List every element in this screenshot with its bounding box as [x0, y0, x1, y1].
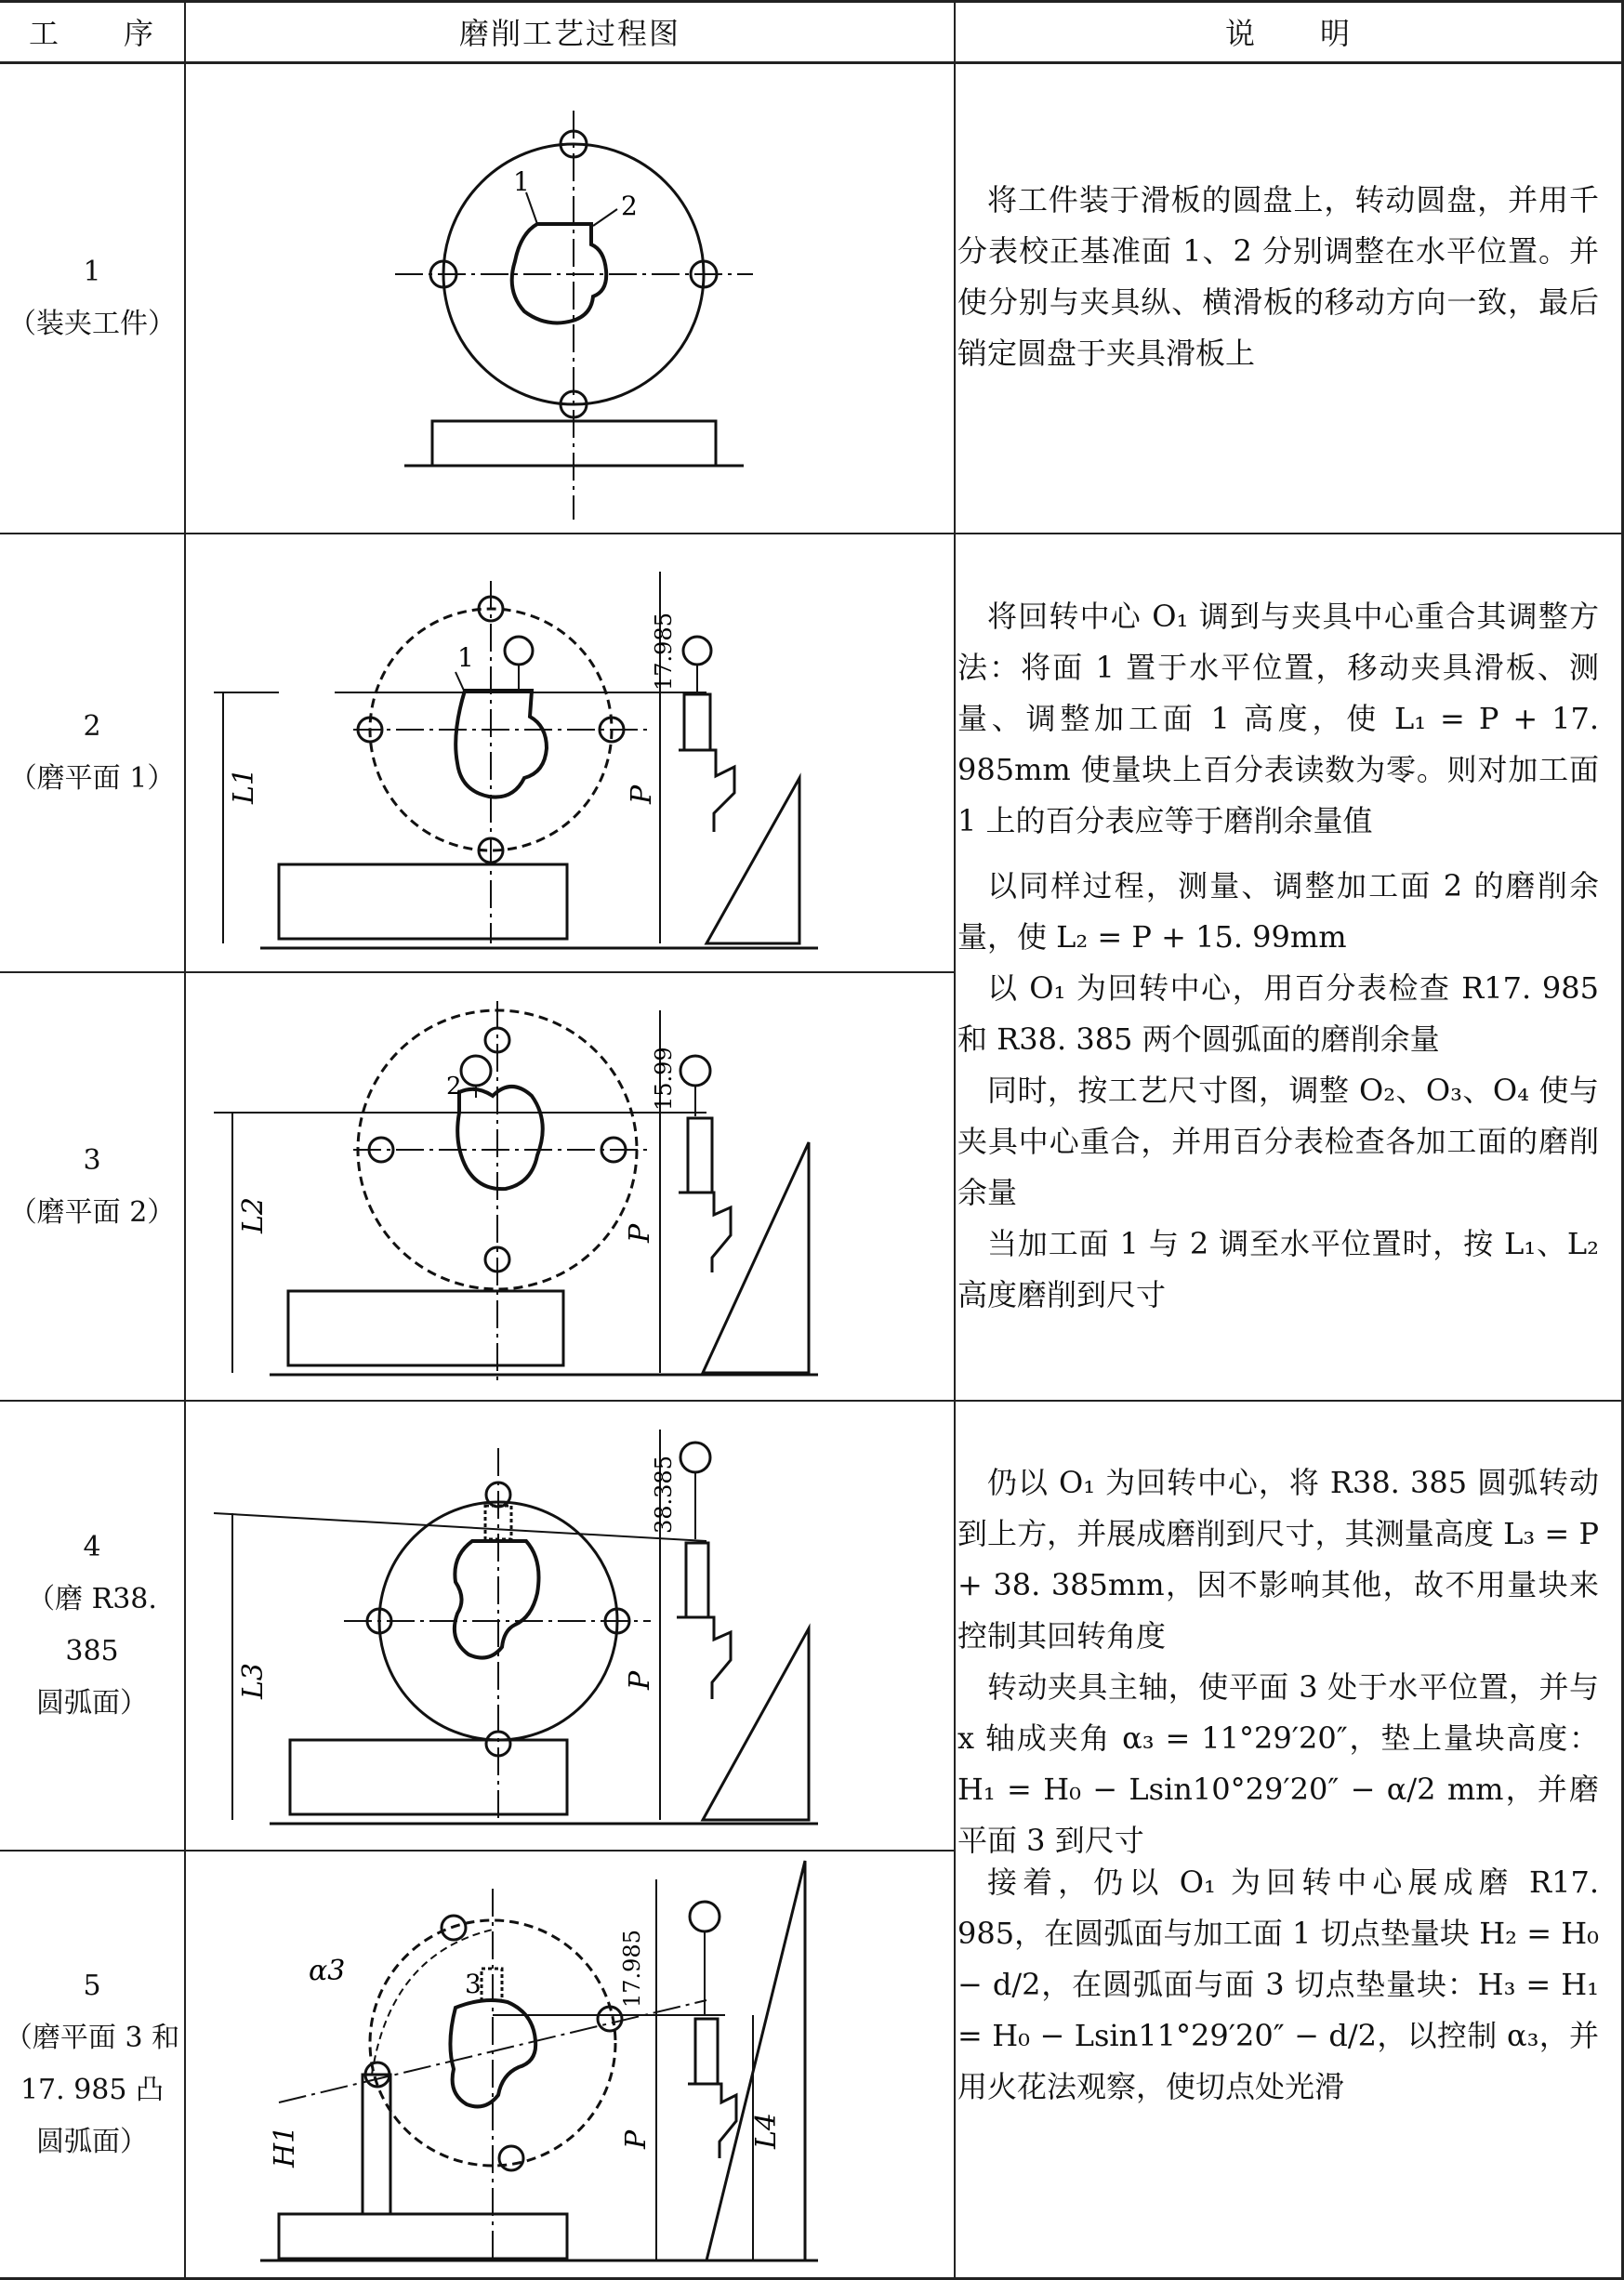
dim-L2: L2	[237, 1196, 270, 1233]
label-face: 2	[446, 1073, 462, 1100]
label-face-3: 3	[465, 1969, 482, 1999]
table-border-top	[0, 0, 1624, 3]
dim-L4: L4	[750, 2112, 783, 2149]
dim-17-985: 17.985	[651, 613, 677, 691]
stand-triangle	[706, 778, 799, 943]
stand-triangle	[703, 1142, 809, 1373]
dial-indicator-right	[683, 637, 711, 665]
dim-P: P	[626, 784, 658, 804]
figure-grind-r38-arc	[186, 1402, 954, 1850]
step-number: 2	[83, 710, 101, 743]
dim-P: P	[624, 1670, 656, 1690]
step-number: 4	[83, 1531, 101, 1563]
header-step: 工 序	[28, 16, 155, 51]
workpiece-profile	[457, 1087, 543, 1189]
label-alpha3: α3	[309, 1955, 346, 1987]
note-step-4-5-p2: 转动夹具主轴，使平面 3 处于水平位置，并与 x 轴成夹角 α₃ = 11°29′20″，垫上量块高度：H₁ = H₀ − Lsin10°29′20″ − α/2 mm，并磨平面 3 到尺寸	[957, 1669, 1599, 1858]
header-diagram: 磨削工艺过程图	[458, 16, 680, 51]
note-step-2-3-p1: 将回转中心 O₁ 调到与夹具中心重合其调整方法：将面 1 置于水平位置，移动夹具滑板、测量、调整加工面 1 高度，使 L₁ = P + 17. 985mm 使量块上百分表读数为零。则对加工面 1 上的百分表应等于磨削余量值	[957, 599, 1599, 838]
fixture-base	[279, 864, 567, 939]
dim-L1: L1	[228, 767, 260, 804]
workpiece-profile	[455, 1541, 539, 1658]
label-face-2: 2	[621, 191, 638, 221]
step-name: （装夹工件）	[8, 308, 176, 340]
step-cell-2	[0, 534, 184, 971]
gauge-block	[686, 1543, 708, 1617]
figure-grind-face-2	[186, 973, 954, 1400]
dim-L3: L3	[237, 1662, 270, 1699]
step-name: （磨 R38. 385 圆弧面）	[27, 1583, 157, 1720]
figure-grind-face-1	[186, 534, 954, 971]
dim-H1: H1	[269, 2125, 301, 2168]
stand-triangle	[703, 1628, 809, 1820]
gauge-block	[684, 694, 710, 750]
step-name: （磨平面 1）	[8, 762, 176, 795]
dial-indicator-left	[505, 637, 533, 665]
step-name: （磨平面 2）	[8, 1195, 176, 1229]
dial-indicator	[680, 1443, 710, 1472]
fixture-base	[279, 2214, 567, 2259]
note-step-2-3-p5: 当加工面 1 与 2 调至水平位置时，按 L₁、L₂ 高度磨削到尺寸	[957, 1226, 1599, 1312]
step-cell-1	[0, 64, 184, 533]
workpiece-profile	[456, 691, 547, 797]
fixture-base	[290, 1740, 567, 1814]
dim-P: P	[620, 2129, 653, 2149]
note-step-2-3-p2: 以同样过程，测量、调整加工面 2 的磨削余量，使 L₂ = P + 15. 99mm	[957, 868, 1599, 955]
label-face: 1	[457, 642, 474, 673]
col-divider-2	[954, 0, 956, 2280]
dial-indicator	[690, 1902, 720, 1931]
gauge-block-H1	[363, 2075, 390, 2214]
note-step-1: 将工件装于滑板的圆盘上，转动圆盘，并用千分表校正基准面 1、2 分别调整在水平位置。并使分别与夹具纵、横滑板的移动方向一致，最后销定圆盘于夹具滑板上	[957, 182, 1599, 371]
step-number: 1	[83, 256, 101, 288]
note-step-2-3-p3: 以 O₁ 为回转中心，用百分表检查 R17. 985 和 R38. 385 两个圆弧面的磨削余量	[957, 970, 1599, 1057]
note-step-4-5-p1: 仍以 O₁ 为回转中心，将 R38. 385 圆弧转动到上方，并展成磨削到尺寸，其测量高度 L₃ = P + 38. 385mm，因不影响其他，故不用量块来控制其回转角度	[957, 1465, 1599, 1654]
dim-15-99: 15.99	[651, 1047, 677, 1111]
step-cell-3	[0, 973, 184, 1400]
note-step-2-3-p4: 同时，按工艺尺寸图，调整 O₂、O₃、O₄ 使与夹具中心重合，并用百分表检查各加工面的磨削余量	[957, 1073, 1599, 1210]
note-step-4-5-p3: 接着，仍以 O₁ 为回转中心展成磨 R17. 985，在圆弧面与加工面 1 切点垫量块 H₂ = H₀ − d/2，在圆弧面与面 3 切点垫量块：H₃ = H₁ = H₀ − Lsin11°29′20″ − d/2，以控制 α₃，并用火花法观察，使切点处光滑	[957, 1865, 1599, 2104]
dim-P: P	[624, 1223, 656, 1243]
gauge-block	[688, 1118, 712, 1193]
step-cell-4	[0, 1402, 184, 1850]
fixture-base	[288, 1291, 563, 1365]
dim-17-985: 17.985	[619, 1930, 645, 2008]
dim-38-385: 38.385	[651, 1456, 677, 1534]
step-name: （磨平面 3 和 17. 985 凸 圆弧面）	[4, 2022, 180, 2158]
stand-triangle	[706, 1861, 805, 2260]
step-cell-5	[0, 1852, 184, 2277]
figure-clamp-workpiece	[186, 64, 954, 533]
step-number: 5	[83, 1970, 101, 2002]
step-number: 3	[83, 1143, 101, 1177]
figure-grind-face-3-and-arc	[186, 1852, 954, 2277]
header-note: 说 明	[1224, 16, 1352, 51]
dial-indicator-right	[680, 1056, 710, 1086]
gauge-block	[695, 2019, 718, 2084]
dial-indicator-left	[461, 1056, 491, 1086]
label-face-1: 1	[513, 166, 530, 197]
